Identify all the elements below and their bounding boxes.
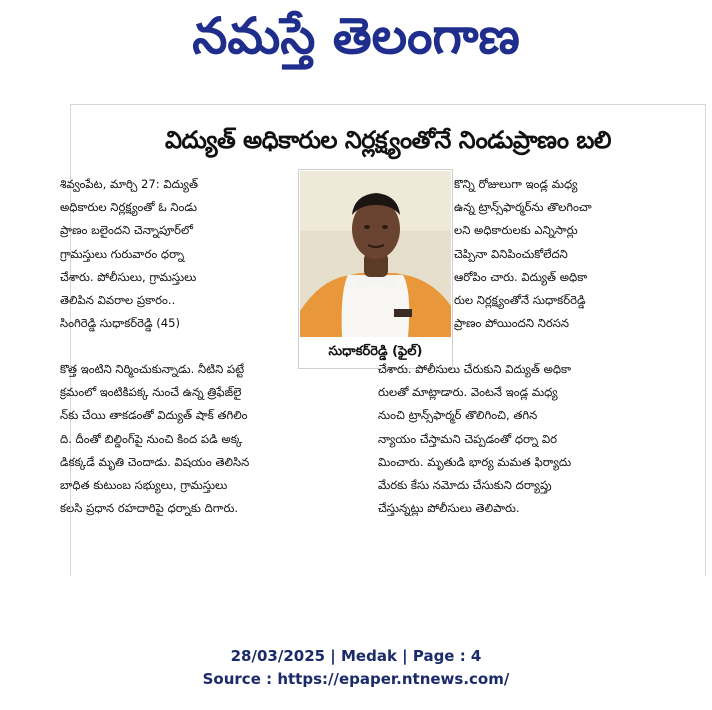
portrait-illustration (300, 171, 451, 337)
text-line: రులతో మాట్లాడారు. వెంటనే ఇండ్ల మధ్య (378, 385, 558, 400)
source-url-line: Source : https://epaper.ntnews.com/ (202, 670, 510, 688)
photo-caption: సుధాకర్‌రెడ్డి (ఫైల్) (328, 344, 423, 359)
text-line: రుల నిర్లక్ష్యంతోనే సుధాకర్‌రెడ్డి (454, 292, 586, 307)
text-line: న్‌కు చేయి తాకడంతో విద్యుత్ షాక్ తగిలిం (60, 408, 248, 423)
text-line: మేరకు కేసు నమోదు చేసుకుని దర్యాప్తు (378, 477, 552, 492)
text-line: తెలిపిన వివరాల ప్రకారం.. (60, 292, 176, 307)
text-line: చెప్పినా వినిపించుకోలేదని (454, 246, 568, 261)
text-line: నుంచి ట్రాన్స్‌ఫార్మర్ తొలిగించి, తగిన (378, 408, 538, 423)
text-line: ది. దీంతో బిల్డింగ్‌పై నుంచి కింద పడి అక్క (60, 431, 243, 446)
article-headline: విద్యుత్ అధికారుల నిర్లక్ష్యంతోనే నిండుప్రాణం బలి (164, 126, 612, 154)
text-line: ప్రాణం బలైందని చెన్నాపూర్‌లో (60, 223, 193, 238)
text-line: మించారు. మృతుడి భార్య మమత ఫిర్యాదు (378, 454, 572, 469)
clipping-top-rule (71, 104, 705, 105)
article-right-column-lower (378, 358, 704, 520)
text-line: చేశారు. పోలీసులు చేరుకుని విద్యుత్ అధికా (378, 362, 572, 376)
text-line: చేస్తున్నట్లు పోలీసులు తెలిపారు. (378, 501, 520, 516)
text-line: చేశారు. పోలీసులు, గ్రామస్తులు (60, 269, 197, 284)
portrait-photo-frame (298, 169, 453, 369)
text-line: బాధిత కుటుంబ సభ్యులు, గ్రామస్తులు (60, 477, 228, 492)
article-left-column-top (60, 173, 292, 335)
text-line: ప్రాణం పోయిందని నిరసన (454, 316, 569, 331)
newspaper-masthead: నమస్తే తెలంగాణ (192, 7, 520, 65)
portrait-photo (300, 171, 451, 337)
article-left-column-bottom (60, 358, 378, 520)
text-line: ఉన్న ట్రాన్స్‌ఫార్మర్‌ను తొలగించా (454, 200, 592, 215)
text-line: గ్రామస్తులు గురువారం ధర్నా (60, 246, 185, 261)
text-line: డికక్కడే మృతి చెందాడు. విషయం తెలిసిన (60, 454, 250, 469)
text-line: న్యాయం చేస్తామని చెప్పడంతో ధర్నా విర (378, 431, 557, 446)
text-line: శివ్వంపేట, మార్చి 27: విద్యుత్ (60, 177, 198, 191)
text-line: సింగిరెడ్డి సుధాకర్‌రెడ్డి (45) (60, 316, 181, 331)
text-line: కొన్ని రోజులుగా ఇండ్ల మధ్య (454, 177, 578, 191)
text-line: క్రమంలో ఇంటికిపక్క నుంచే ఉన్న త్రిఫేజ్‌లై (60, 385, 242, 400)
text-line: అధికారుల నిర్లక్ష్యంతో ఓ నిండు (60, 200, 198, 215)
text-line: కలసి ప్రధాన రహదారిపై ధర్నాకు దిగారు. (60, 501, 239, 516)
edition-date-line: 28/03/2025 | Medak | Page : 4 (230, 647, 482, 665)
text-line: ఆరోపిం చారు. విద్యుత్ అధికా (454, 269, 588, 284)
article-right-column (454, 173, 700, 335)
text-line: కొత్త ఇంటిని నిర్మించుకున్నాడు. నీటిని పట్టే (60, 362, 245, 376)
text-line: లని అధికారులకు ఎన్నిసార్లు (454, 223, 578, 238)
